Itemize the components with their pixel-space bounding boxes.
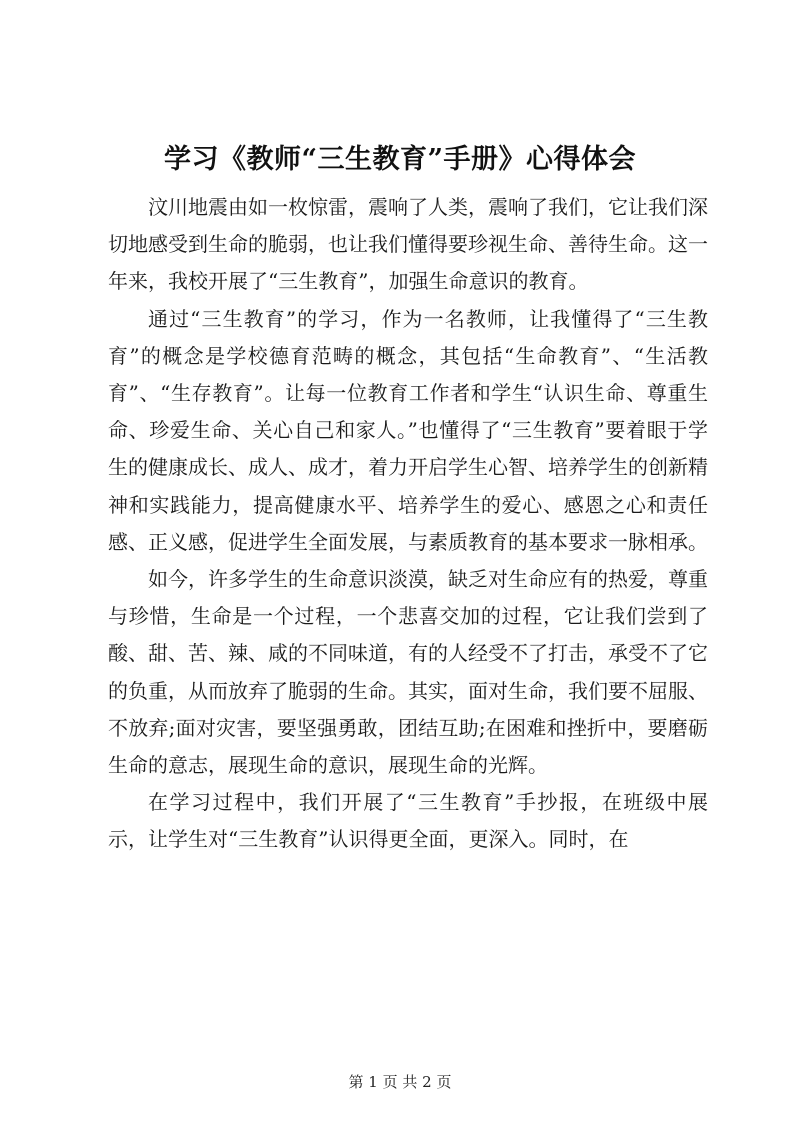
paragraph-3: 如今，许多学生的生命意识淡漠，缺乏对生命应有的热爱，尊重与珍惜，生命是一个过程，一个悲喜交加的过程，它让我们尝到了酸、甜、苦、辣、咸的不同味道，有的人经受不了打击，承受不了它的负重，从而放弃了脆弱的生命。其实，面对生命，我们要不屈服、不放弃;面对灾害，要坚强勇敢，团结互助;在困难和挫折中，要磨砺生命的意志，展现生命的意识，展现生命的光辉。 bbox=[108, 567, 708, 778]
paragraph-1: 汶川地震由如一枚惊雷，震响了人类，震响了我们，它让我们深切地感受到生命的脆弱，也让我们懂得要珍视生命、善待生命。这一年来，我校开展了“三生教育”，加强生命意识的教育。 bbox=[108, 195, 708, 294]
page-footer: 第 1 页 共 2 页 bbox=[348, 1073, 452, 1091]
paragraph-4: 在学习过程中，我们开展了“三生教育”手抄报，在班级中展示，让学生对“三生教育”认识得更全面，更深入。同时，在 bbox=[108, 790, 708, 852]
document-body bbox=[108, 189, 708, 859]
document-title: 学习《教师“三生教育”手册》心得体会 bbox=[163, 144, 637, 175]
paragraph-2: 通过“三生教育”的学习，作为一名教师，让我懂得了“三生教育”的概念是学校德育范畴的概念，其包括“生命教育”、“生活教育”、“生存教育”。让每一位教育工作者和学生“认识生命、尊重生命、珍爱生命、关心自己和家人。”也懂得了“三生教育”要着眼于学生的健康成长、成人、成才，着力开启学生心智、培养学生的创新精神和实践能力，提高健康水平、培养学生的爱心、感恩之心和责任感、正义感，促进学生全面发展，与素质教育的基本要求一脉相承。 bbox=[108, 306, 708, 554]
